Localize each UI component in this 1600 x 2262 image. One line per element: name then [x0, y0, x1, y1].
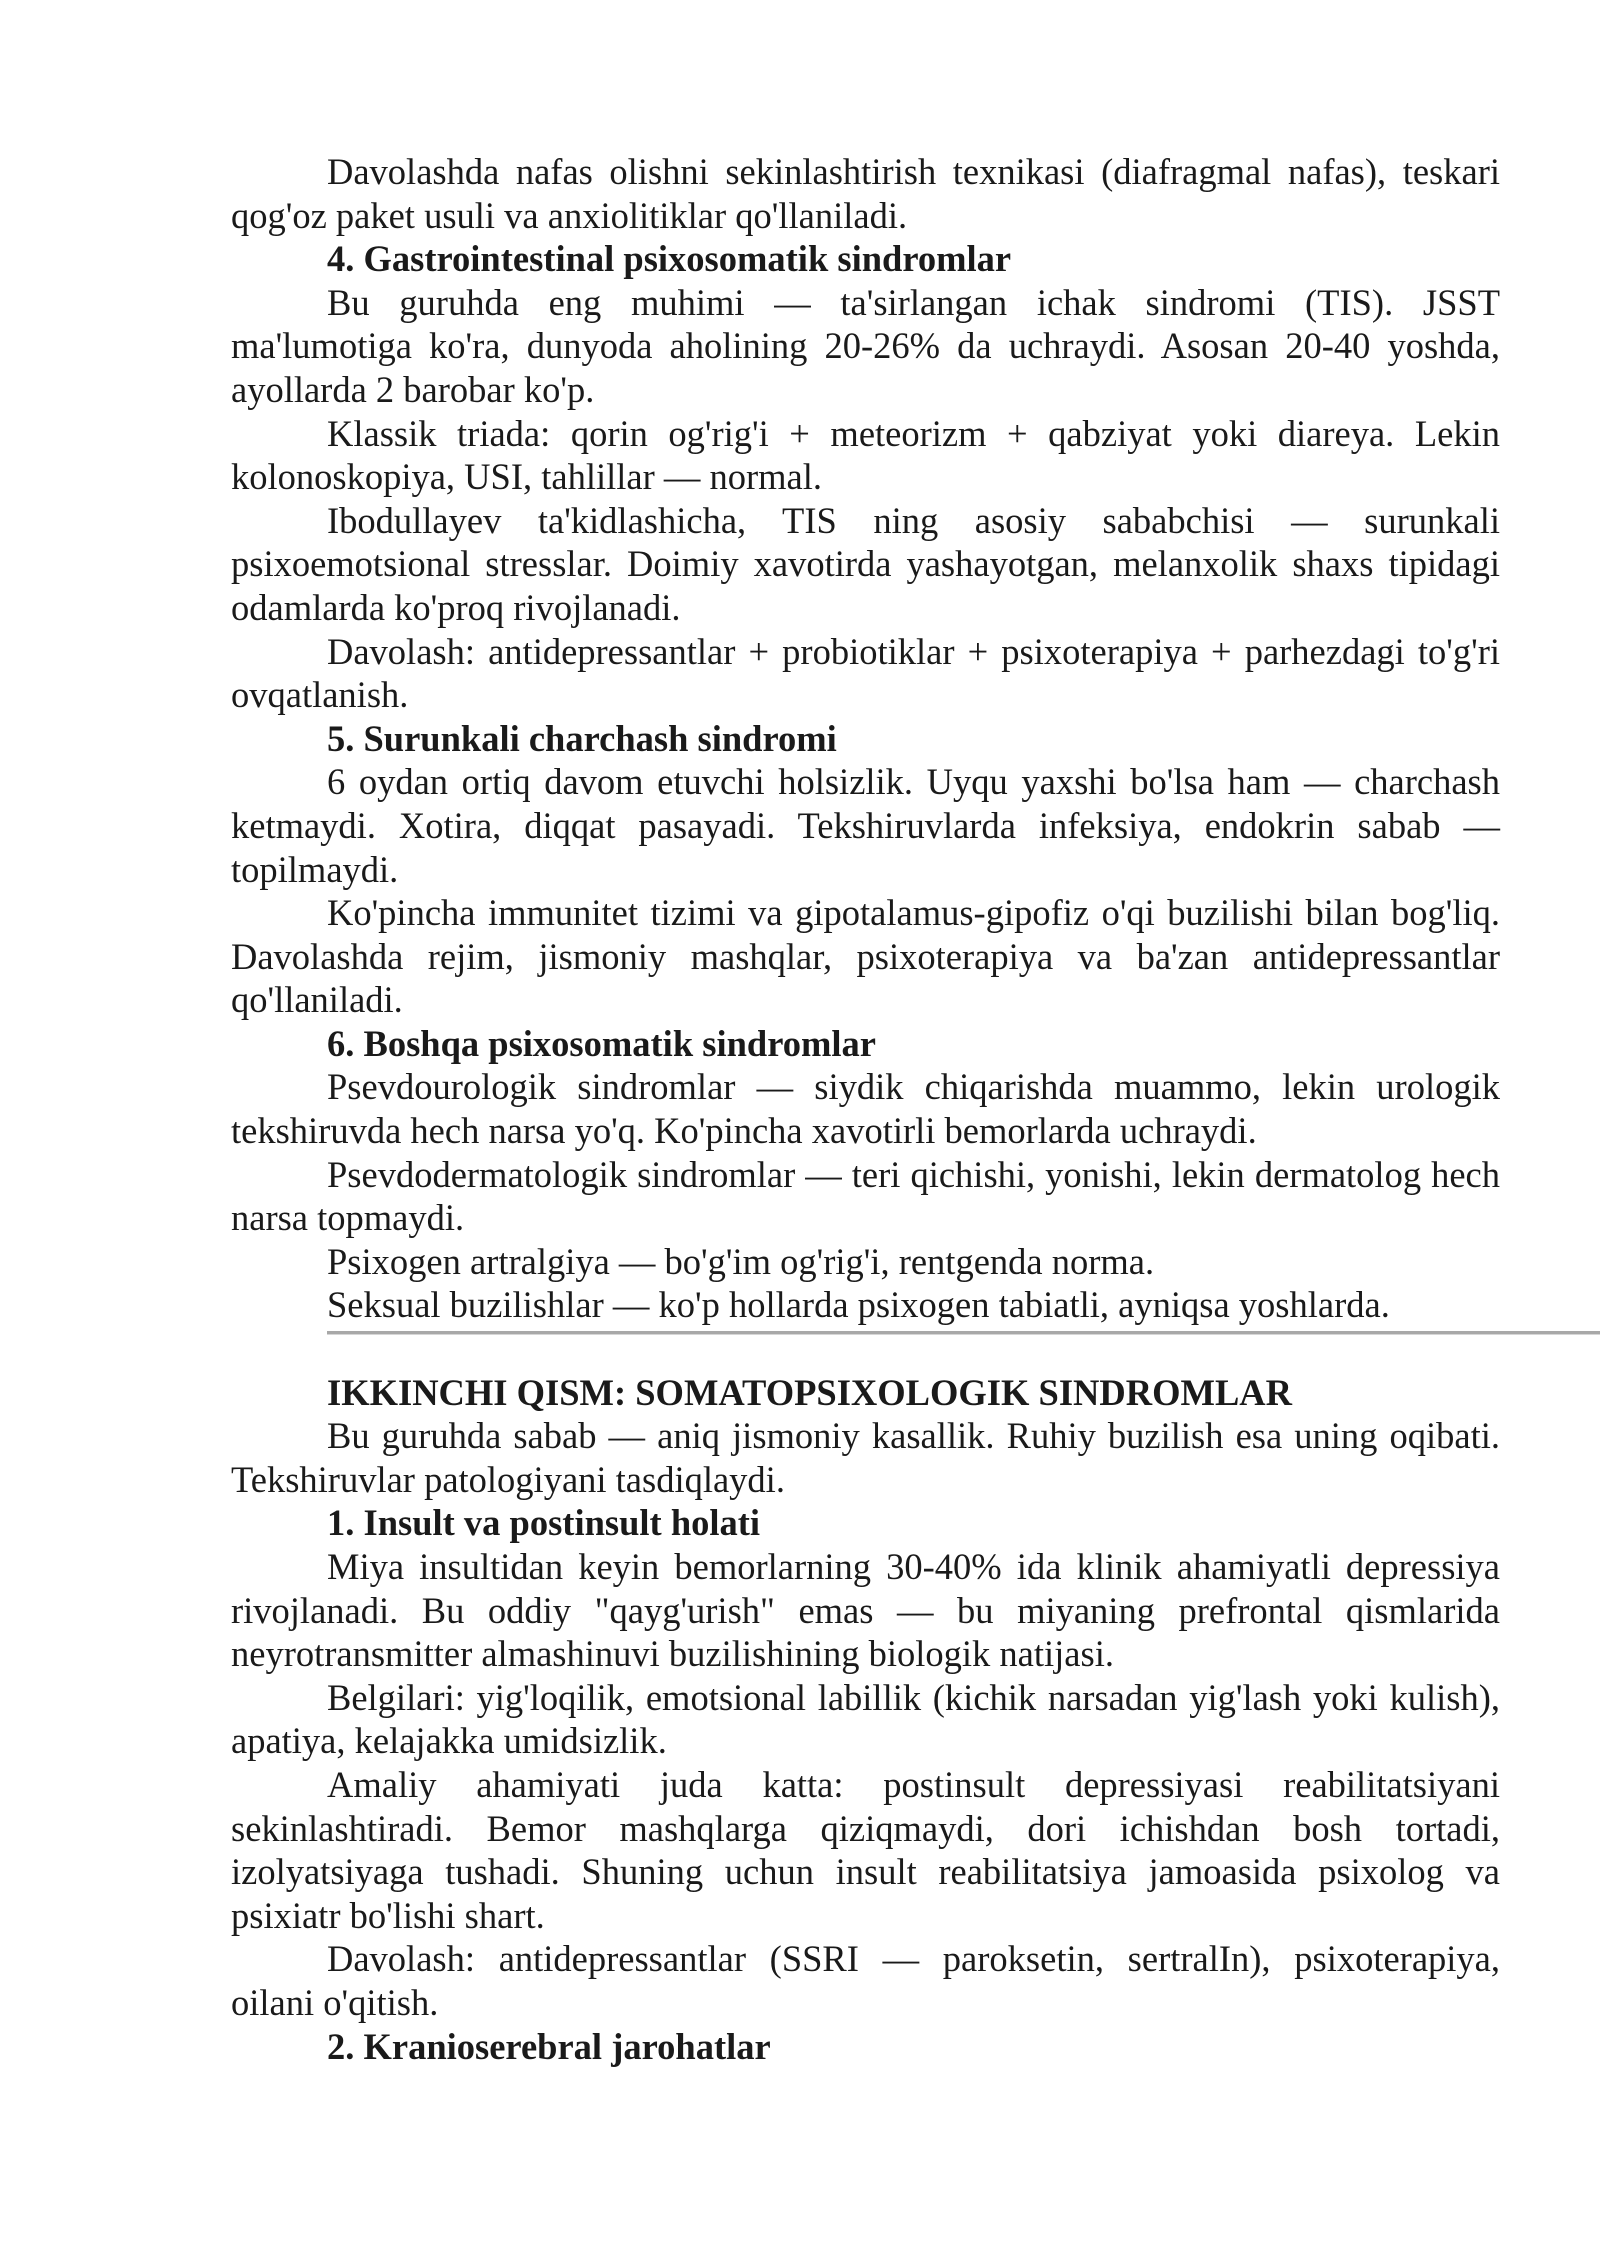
paragraph: Psevdourologik sindromlar — siydik chiqarishda muammo, lekin urologik tekshiruvda hech narsa yo'q. Ko'pincha xavotirli bemorlarda uchraydi.	[231, 1066, 1500, 1152]
paragraph: Psixogen artralgiya — bo'g'im og'rig'i, rentgenda norma.	[327, 1240, 1155, 1282]
paragraph: Bu guruhda sabab — aniq jismoniy kasallik. Ruhiy buzilish esa uning oqibati. Tekshiruvlar patologiyani tasdiqlaydi.	[231, 1415, 1500, 1500]
section-heading: 6. Boshqa psixosomatik sindromlar	[327, 1022, 876, 1064]
paragraph: Belgilari: yig'loqilik, emotsional labillik (kichik narsadan yig'lash yoki kulish), apatiya, kelajakka umidsizlik.	[231, 1676, 1500, 1762]
horizontal-divider-shadow	[327, 1334, 1600, 1335]
paragraph: Davolash: antidepressantlar (SSRI — paroksetin, sertralIn), psixoterapiya, oilani o'qitish.	[231, 1938, 1500, 2023]
section-heading: 1. Insult va postinsult holati	[327, 1502, 761, 1544]
section-heading: 2. Kranioserebral jarohatlar	[327, 2025, 771, 2067]
paragraph: Miya insultidan keyin bemorlarning 30-40% ida klinik ahamiyatli depressiya rivojlanadi. Bu oddiy "qayg'urish" emas — bu miyaning prefrontal qismlarida neyrotransmitter almashinuvi buzilishining biologik natijasi.	[231, 1546, 1500, 1675]
paragraph: Seksual buzilishlar — ko'p hollarda psixogen tabiatli, ayniqsa yoshlarda.	[327, 1284, 1390, 1326]
part-heading: IKKINCHI QISM: SOMATOPSIXOLOGIK SINDROMLAR	[327, 1371, 1293, 1413]
section-heading: 4. Gastrointestinal psixosomatik sindromlar	[327, 238, 1012, 280]
paragraph: Klassik triada: qorin og'rig'i + meteorizm + qabziyat yoki diareya. Lekin kolonoskopiya, USI, tahlillar — normal.	[231, 412, 1500, 498]
paragraph: Amaliy ahamiyati juda katta: postinsult depressiyasi reabilitatsiyani sekinlashtiradi. Bemor mashqlarga qiziqmaydi, dori ichishdan bosh tortadi, izolyatsiyaga tushadi. Shuning uchun insult reabilitatsiya jamoasida psixolog va psixiatr bo'lishi shart.	[231, 1763, 1500, 1936]
paragraph: Davolashda nafas olishni sekinlashtirish texnikasi (diafragmal nafas), teskari qog'oz paket usuli va anxiolitiklar qo'llaniladi.	[231, 151, 1500, 236]
section-heading: 5. Surunkali charchash sindromi	[327, 717, 837, 759]
paragraph: Psevdodermatologik sindromlar — teri qichishi, yonishi, lekin dermatolog hech narsa topmaydi.	[231, 1153, 1500, 1239]
paragraph: Ko'pincha immunitet tizimi va gipotalamus-gipofiz o'qi buzilishi bilan bog'liq. Davolashda rejim, jismoniy mashqlar, psixoterapiya va ba'zan antidepressantlar qo'llaniladi.	[231, 892, 1500, 1021]
paragraph: 6 oydan ortiq davom etuvchi holsizlik. Uyqu yaxshi bo'lsa ham — charchash ketmaydi. Xotira, diqqat pasayadi. Tekshiruvlarda infeksiya, endokrin sabab — topilmaydi.	[231, 761, 1500, 890]
paragraph: Davolash: antidepressantlar + probiotiklar + psixoterapiya + parhezdagi to'g'ri ovqatlanish.	[231, 630, 1500, 716]
paragraph: Bu guruhda eng muhimi — ta'sirlangan ichak sindromi (TIS). JSST ma'lumotiga ko'ra, dunyoda aholining 20-26% da uchraydi. Asosan 20-40 yoshda, ayollarda 2 barobar ko'p.	[231, 281, 1500, 410]
document-page	[231, 150, 1500, 2068]
paragraph: Ibodullayev ta'kidlashicha, TIS ning asosiy sababchisi — surunkali psixoemotsional stresslar. Doimiy xavotirda yashayotgan, melanxolik shaxs tipidagi odamlarda ko'proq rivojlanadi.	[231, 499, 1500, 628]
